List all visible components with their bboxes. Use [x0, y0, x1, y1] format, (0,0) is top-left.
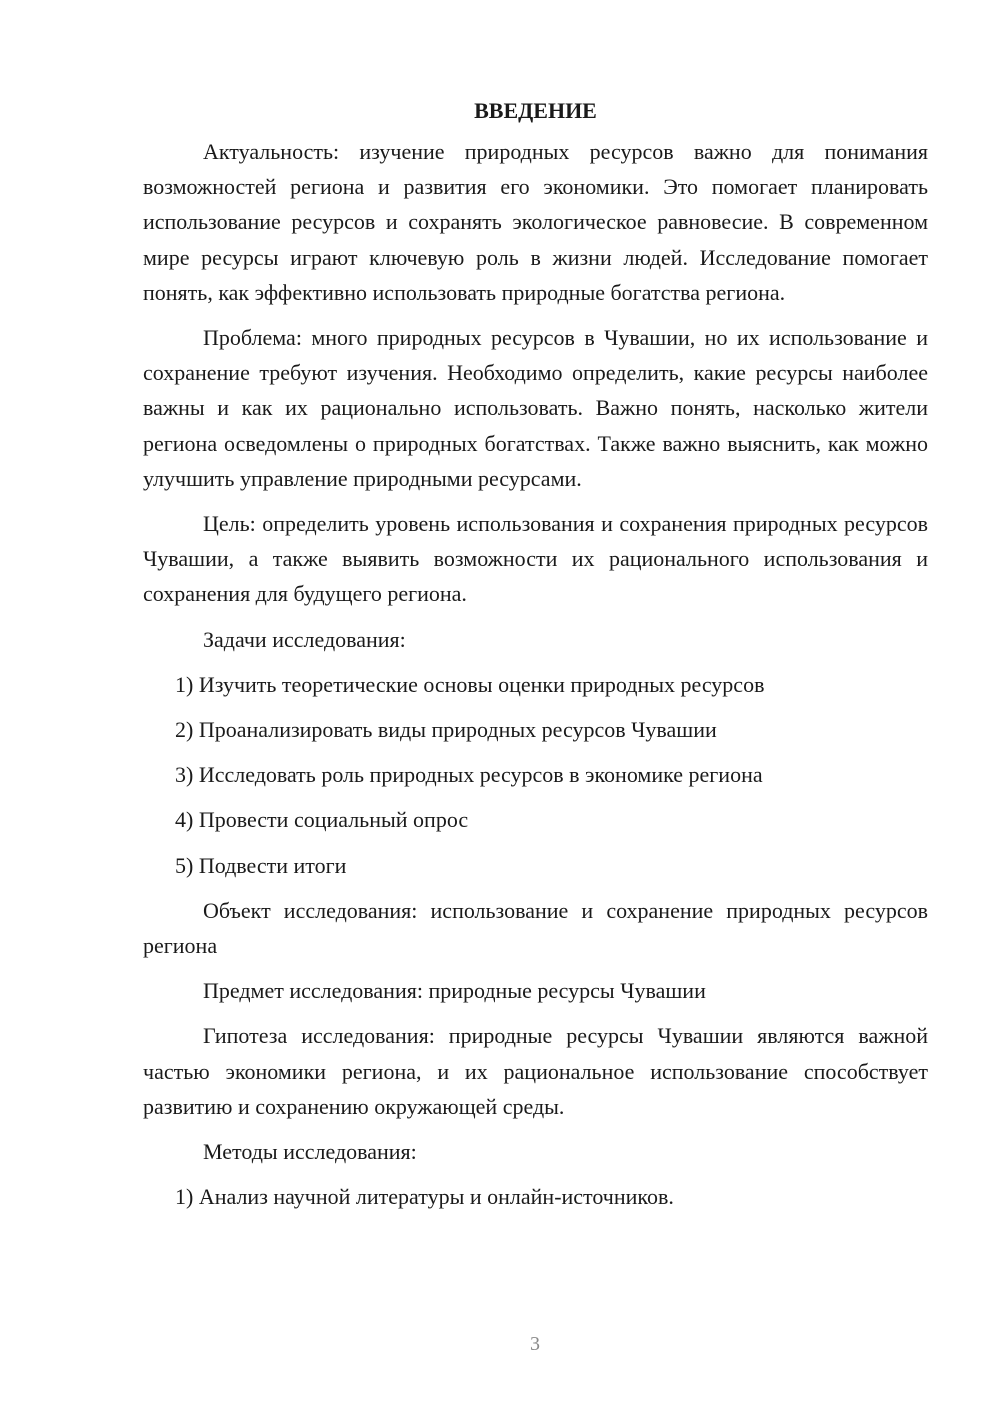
- task-item-2: 2) Проанализировать виды природных ресурсов Чувашии: [175, 717, 717, 743]
- methods-heading: Методы исследования:: [203, 1139, 417, 1165]
- section-title: ВВЕДЕНИЕ: [474, 98, 597, 123]
- relevance-paragraph: Актуальность: изучение природных ресурсов важно для понимания возможностей региона и развития его экономики. Это помогает планировать использование ресурсов и сохранять экологическое равновесие. В современном мире ресурсы играют ключевую роль в жизни людей. Исследование помогает понять, как эффективно использовать природные богатства региона.: [143, 139, 928, 305]
- task-item-3: 3) Исследовать роль природных ресурсов в экономике региона: [175, 762, 763, 788]
- page-content: [143, 93, 928, 1214]
- task-item-4: 4) Провести социальный опрос: [175, 807, 469, 833]
- method-item-1: 1) Анализ научной литературы и онлайн-источников.: [175, 1184, 674, 1210]
- problem-paragraph: Проблема: много природных ресурсов в Чувашии, но их использование и сохранение требуют изучения. Необходимо определить, какие ресурсы наиболее важны и как их рационально использовать. Важно понять, насколько жители региона осведомлены о природных богатствах. Также важно выяснить, как можно улучшить управление природными ресурсами.: [143, 325, 928, 491]
- task-item-1: 1) Изучить теоретические основы оценки природных ресурсов: [175, 671, 765, 697]
- page-number: 3: [530, 1333, 540, 1355]
- subject-paragraph: Предмет исследования: природные ресурсы Чувашии: [203, 978, 706, 1004]
- tasks-heading: Задачи исследования:: [203, 626, 406, 652]
- object-paragraph: Объект исследования: использование и сохранение природных ресурсов региона: [143, 897, 928, 959]
- goal-paragraph: Цель: определить уровень использования и сохранения природных ресурсов Чувашии, а также выявить возможности их рационального использования и сохранения для будущего региона.: [143, 511, 928, 607]
- hypothesis-paragraph: Гипотеза исследования: природные ресурсы Чувашии являются важной частью экономики региона, и их рациональное использование способствует развитию и сохранению окружающей среды.: [143, 1023, 928, 1119]
- task-item-5: 5) Подвести итоги: [175, 852, 347, 878]
